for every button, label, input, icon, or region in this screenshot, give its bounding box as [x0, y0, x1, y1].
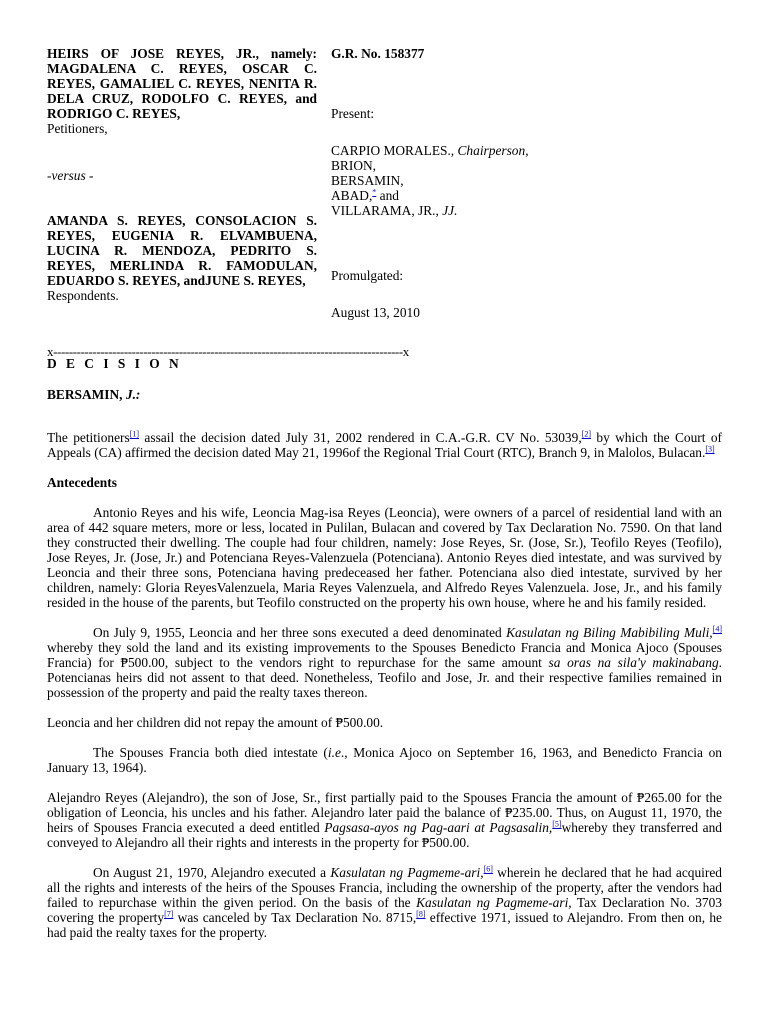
case-caption — [47, 46, 722, 342]
promulgated-date: August 13, 2010 — [331, 305, 420, 320]
footnote-link[interactable]: [6] — [483, 864, 493, 874]
paragraph: The Spouses Francia both died intestate (i.e., Monica Ajoco on September 16, 1963, and Benedicto Francia on January 13, 1964). — [47, 745, 722, 775]
bench-member: ABAD,* and — [331, 187, 399, 203]
caption-separator: x-----------------------------------------------------------------------------------------x — [47, 344, 409, 359]
versus-label: -versus - — [47, 168, 94, 183]
chair-title: , Chairperson, — [450, 143, 529, 158]
bench-member: VILLARAMA, JR., JJ. — [331, 203, 458, 218]
parties-column — [47, 46, 317, 303]
paragraph: Alejandro Reyes (Alejandro), the son of Jose, Sr., first partially paid to the Spouses Francia the amount of ₱265.00 for the obligation of Leoncia, his uncles and his father. Alejandro later paid the balance of ₱235.00. Thus, on August 11, 1970, the heirs of Spouses Francia executed a deed entitled Pagsasa-ayos ng Pag-aari at Pagsasalin,[5]whereby they transferred and conveyed to Alejandro all their rights and interests in the property for ₱500.00. — [47, 790, 722, 850]
decision-body — [47, 430, 722, 955]
document-page — [47, 46, 722, 342]
paragraph: Leoncia and her children did not repay the amount of ₱500.00. — [47, 715, 384, 730]
footnote-link[interactable]: [1] — [129, 429, 140, 439]
footnote-link[interactable]: [5] — [552, 819, 562, 829]
footnote-link[interactable]: [3] — [705, 444, 715, 454]
footnote-link[interactable]: [4] — [712, 624, 722, 634]
promulgated-label: Promulgated: — [331, 268, 404, 283]
paragraph: On July 9, 1955, Leoncia and her three sons executed a deed denominated Kasulatan ng Biling Mabibiling Muli,[4] whereby they sold the land and its existing improvements to the Spouses Benedicto Francia and Monica Ajoco (Spouses Francia) for ₱500.00, subject to the vendors right to repurchase for the same amount sa oras na sila'y makinabang. Potencianas heirs did not assent to that deed. Nonetheless, Teofilo and Jose, Jr. and their respective families remained in possession of the property and paid the realty taxes thereon. — [47, 624, 722, 700]
respondents-label: Respondents. — [47, 288, 119, 303]
decision-title: D E C I S I O N — [47, 356, 182, 371]
paragraph: Antonio Reyes and his wife, Leoncia Mag-isa Reyes (Leoncia), were owners of a parcel of residential land with an area of 442 square meters, more or less, located in Pulilan, Bulacan and covered by Tax Declaration No. 7590. On that land they constructed their dwelling. The couple had four children, namely: Jose Reyes, Sr. (Jose, Sr.), Teofilo Reyes (Teofilo), Jose Reyes, Jr. (Jose, Jr.) and Potenciana Reyes-Valenzuela (Potenciana). Antonio Reyes died intestate, and was survived by Leoncia and their three sons, Potenciana having predeceased her father. Potenciana also died intestate, survived by her children, namely: Gloria ReyesValenzuela, Maria Reyes Valenzuela, and Alfredo Reyes Valenzuela. Jose, Jr., and his family resided in the house of the parents, but Teofilo constructed on the property his own house, where he and his family resided. — [47, 505, 722, 610]
footnote-link[interactable]: [2] — [581, 429, 591, 439]
chair-name: CARPIO MORALES. — [331, 143, 451, 158]
gr-number: G.R. No. 158377 — [331, 46, 425, 61]
footnote-link[interactable]: * — [372, 187, 377, 197]
respondents-names: AMANDA S. REYES, CONSOLACION S. REYES, EUGENIA R. ELVAMBUENA, LUCINA R. MENDOZA, PEDRITO S. REYES, MERLINDA R. FAMODULAN, EDUARDO S. REYES, andJUNE S. REYES, — [47, 213, 317, 288]
petitioners-label: Petitioners, — [47, 121, 108, 136]
paragraph: The petitioners[1] assail the decision dated July 31, 2002 rendered in C.A.-G.R. CV No. 53039,[2] by which the Court of Appeals (CA) affirmed the decision dated May 21, 1996of the Regional Trial Court (RTC), Branch 9, in Malolos, Bulacan.[3] — [47, 429, 722, 460]
bench-member: BERSAMIN, — [331, 173, 404, 188]
bench-chair — [331, 143, 611, 158]
case-info-column — [331, 46, 611, 320]
footnote-link[interactable]: [7] — [164, 909, 174, 919]
footnote-link[interactable]: [8] — [416, 909, 426, 919]
bench-member: BRION, — [331, 158, 377, 173]
present-label: Present: — [331, 106, 375, 121]
bench-list — [331, 143, 611, 218]
paragraph: On August 21, 1970, Alejandro executed a Kasulatan ng Pagmeme-ari,[6] wherein he declared that he had acquired all the rights and interests of the heirs of the Spouses Francia, including the ownership of the property, after the vendors had failed to repurchase within the given period. On the basis of the Kasulatan ng Pagmeme-ari, Tax Declaration No. 3703 covering the property[7] was canceled by Tax Declaration No. 8715,[8] effective 1971, issued to Alejandro. From then on, he had paid the realty taxes for the property. — [47, 864, 722, 940]
ponente: BERSAMIN, J.: — [47, 387, 141, 402]
petitioners-names: HEIRS OF JOSE REYES, JR., namely: MAGDALENA C. REYES, OSCAR C. REYES, GAMALIEL C. REYES, NENITA R. DELA CRUZ, RODOLFO C. REYES, and RODRIGO C. REYES, — [47, 46, 317, 121]
section-heading: Antecedents — [47, 475, 117, 490]
